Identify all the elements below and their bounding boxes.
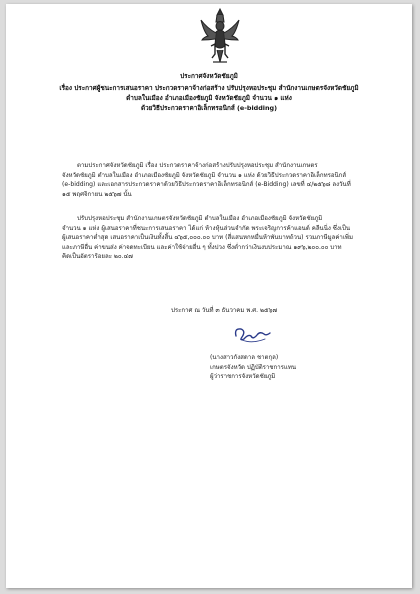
paragraph-line: จำนวน ๑ แห่ง ผู้เสนอราคาที่ชนะการเสนอราคา ได้แก่ ห้างหุ้นส่วนจำกัด พระเจริญการค้าแอนด์ คลีนนิ่ง ซึ่งเป็น: [62, 224, 351, 232]
paragraph-line: (e-bidding) และเอกสารประกวดราคาด้วยวิธีประกวดราคาอิเล็กทรอนิกส์ (e-Bidding) เลขที่ ๔/๒๕๖๘ ลงวันที่: [62, 181, 351, 189]
org-title: ประกาศจังหวัดชัยภูมิ: [180, 72, 238, 80]
paragraph-line: และภาษีอื่น ค่าขนส่ง ค่าจดทะเบียน และค่าใช้จ่ายอื่น ๆ ทั้งปวง ซึ่งต่ำกว่าเงินงบประมาณ ๑๙๖,๒๐๐.๐๐ บาท: [62, 243, 342, 251]
subject-line-1: เรื่อง ประกาศผู้ชนะการเสนอราคา ประกวดราคาจ้างก่อสร้าง ปรับปรุงหอประชุม สำนักงานเกษตรจังหวัดชัยภูมิ: [59, 84, 359, 92]
handwritten-signature: [230, 322, 272, 346]
subject-line-2: ตำบลในเมือง อำเภอเมืองชัยภูมิ จังหวัดชัยภูมิ จำนวน ๑ แห่ง: [126, 94, 292, 102]
garuda-emblem-icon: [199, 6, 241, 68]
signer-title-1: เกษตรจังหวัด ปฏิบัติราชการแทน: [210, 363, 297, 371]
signer-title-2: ผู้ว่าราชการจังหวัดชัยภูมิ: [210, 373, 276, 381]
document-page: [6, 4, 412, 588]
paragraph-1: [62, 161, 380, 199]
paragraph-line: ตามประกาศจังหวัดชัยภูมิ เรื่อง ประกวดราคาจ้างก่อสร้างปรับปรุงหอประชุม สำนักงานเกษตร: [77, 162, 318, 169]
subject-line-3: ด้วยวิธีประกวดราคาอิเล็กทรอนิกส์ (e-bidding): [140, 104, 278, 112]
paragraph-line: ผู้เสนอราคาต่ำสุด เสนอราคาเป็นเงินทั้งสิ้น ๔๖๕,๐๐๐.๐๐ บาท (สี่แสนหกหมื่นห้าพันบาทถ้วน) รวมภาษีมูลค่าเพิ่ม: [62, 234, 353, 242]
paragraph-line: ปรับปรุงหอประชุม สำนักงานเกษตรจังหวัดชัยภูมิ ตำบลในเมือง อำเภอเมืองชัยภูมิ จังหวัดชัยภูมิ: [77, 215, 323, 222]
signature-block: [210, 353, 296, 382]
paragraph-line: คิดเป็นอัตราร้อยละ ๒๐.๔๗: [62, 253, 133, 261]
paragraph-2: [62, 214, 380, 262]
paragraph-line: ๑๕ พฤศจิกายน ๒๕๖๗ นั้น: [62, 190, 132, 198]
announcement-date: ประกาศ ณ วันที่ ๓ ธันวาคม พ.ศ. ๒๕๖๗: [171, 307, 278, 314]
paragraph-line: จังหวัดชัยภูมิ ตำบลในเมือง อำเภอเมืองชัยภูมิ จังหวัดชัยภูมิ จำนวน ๑ แห่ง ด้วยวิธีประกวดราคาอิเล็กทรอนิกส์: [62, 171, 347, 179]
signer-name: (นางสาวกังสดาล ชาตกุล): [210, 354, 279, 361]
